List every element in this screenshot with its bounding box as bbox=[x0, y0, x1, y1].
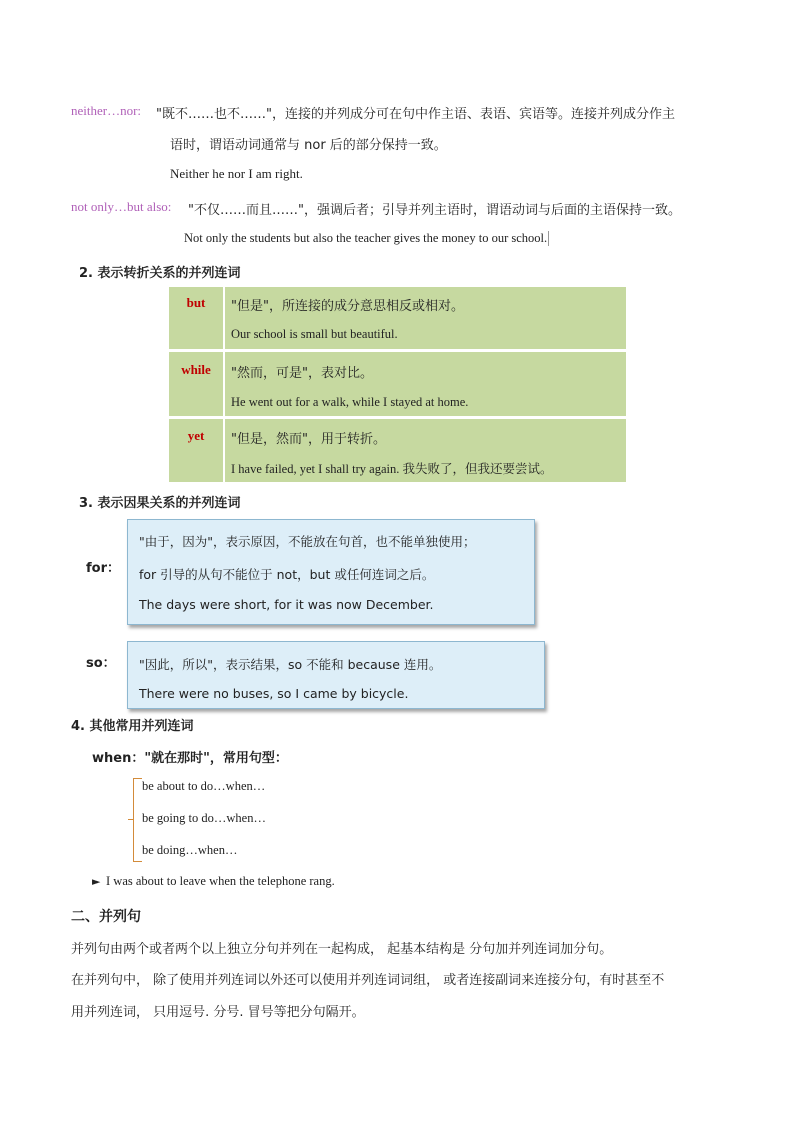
yet-example: I have failed, yet I shall try again. 我失败了，但我还要尝试。 bbox=[231, 462, 553, 476]
table-row-yet bbox=[169, 419, 626, 482]
term-neither-nor: neither…nor: bbox=[71, 103, 142, 118]
part-2-heading: 二、并列句 bbox=[71, 909, 141, 925]
section-3-heading: 3. 表示因果关系的并列连词 bbox=[79, 496, 241, 511]
but-meaning: "但是"，所连接的成分意思相反或相对。 bbox=[231, 299, 464, 314]
for-line-3: The days were short, for it was now December. bbox=[139, 597, 434, 612]
neither-desc-line2: 语时，谓语动词通常与 nor 后的部分保持一致。 bbox=[170, 138, 447, 153]
part-2-paragraph-2-line-1: 在并列句中， 除了使用并列连词以外还可以使用并列连词词组， 或者连接副词来连接分句，有时甚至不 bbox=[71, 973, 665, 988]
pattern-3: be doing…when… bbox=[142, 843, 238, 857]
section-4-heading: 4. 其他常用并列连词 bbox=[71, 719, 194, 734]
table-row-while bbox=[169, 352, 626, 416]
keyword-yet: yet bbox=[169, 419, 225, 482]
so-label: so： bbox=[86, 656, 116, 671]
while-example: He went out for a walk, while I stayed at home. bbox=[231, 395, 469, 409]
table-row-but bbox=[169, 287, 626, 349]
keyword-while: while bbox=[169, 352, 225, 416]
neither-desc-line1: "既不……也不……"，连接的并列成分可在句中作主语、表语、宾语等。连接并列成分作主 bbox=[156, 107, 675, 122]
while-meaning: "然而，可是"，表对比。 bbox=[231, 366, 373, 381]
for-box bbox=[127, 519, 535, 625]
pattern-1: be about to do…when… bbox=[142, 779, 266, 793]
neither-example: Neither he nor I am right. bbox=[170, 166, 303, 181]
part-2-paragraph-2-line-2: 用并列连词， 只用逗号. 分号. 冒号等把分句隔开。 bbox=[71, 1005, 365, 1020]
part-2-paragraph-1: 并列句由两个或者两个以上独立分句并列在一起构成， 起基本结构是 分句加并列连词加分句。 bbox=[71, 942, 613, 957]
so-line-1: "因此，所以"，表示结果，so 不能和 because 连用。 bbox=[139, 657, 442, 672]
when-line: when："就在那时"，常用句型： bbox=[92, 751, 288, 766]
pattern-2: be going to do…when… bbox=[142, 811, 266, 825]
when-example: I was about to leave when the telephone rang. bbox=[106, 874, 335, 888]
for-line-1: "由于，因为"，表示原因，不能放在句首，也不能单独使用； bbox=[139, 534, 476, 549]
section-2-heading: 2. 表示转折关系的并列连词 bbox=[79, 266, 241, 281]
but-example: Our school is small but beautiful. bbox=[231, 327, 398, 341]
not-only-example: Not only the students but also the teacher gives the money to our school. bbox=[184, 231, 548, 245]
yet-meaning: "但是，然而"，用于转折。 bbox=[231, 432, 386, 447]
so-line-2: There were no buses, so I came by bicycle. bbox=[139, 686, 409, 701]
so-box bbox=[127, 641, 545, 709]
for-line-2: for 引导的从句不能位于 not，but 或任何连词之后。 bbox=[139, 567, 435, 582]
triangle-bullet-icon: ► bbox=[92, 875, 101, 888]
not-only-desc: "不仅……而且……"，强调后者；引导并列主语时，谓语动词与后面的主语保持一致。 bbox=[188, 203, 681, 218]
keyword-but: but bbox=[169, 287, 225, 349]
for-label: for： bbox=[86, 561, 120, 576]
term-not-only-but-also: not only…but also: bbox=[71, 199, 172, 214]
